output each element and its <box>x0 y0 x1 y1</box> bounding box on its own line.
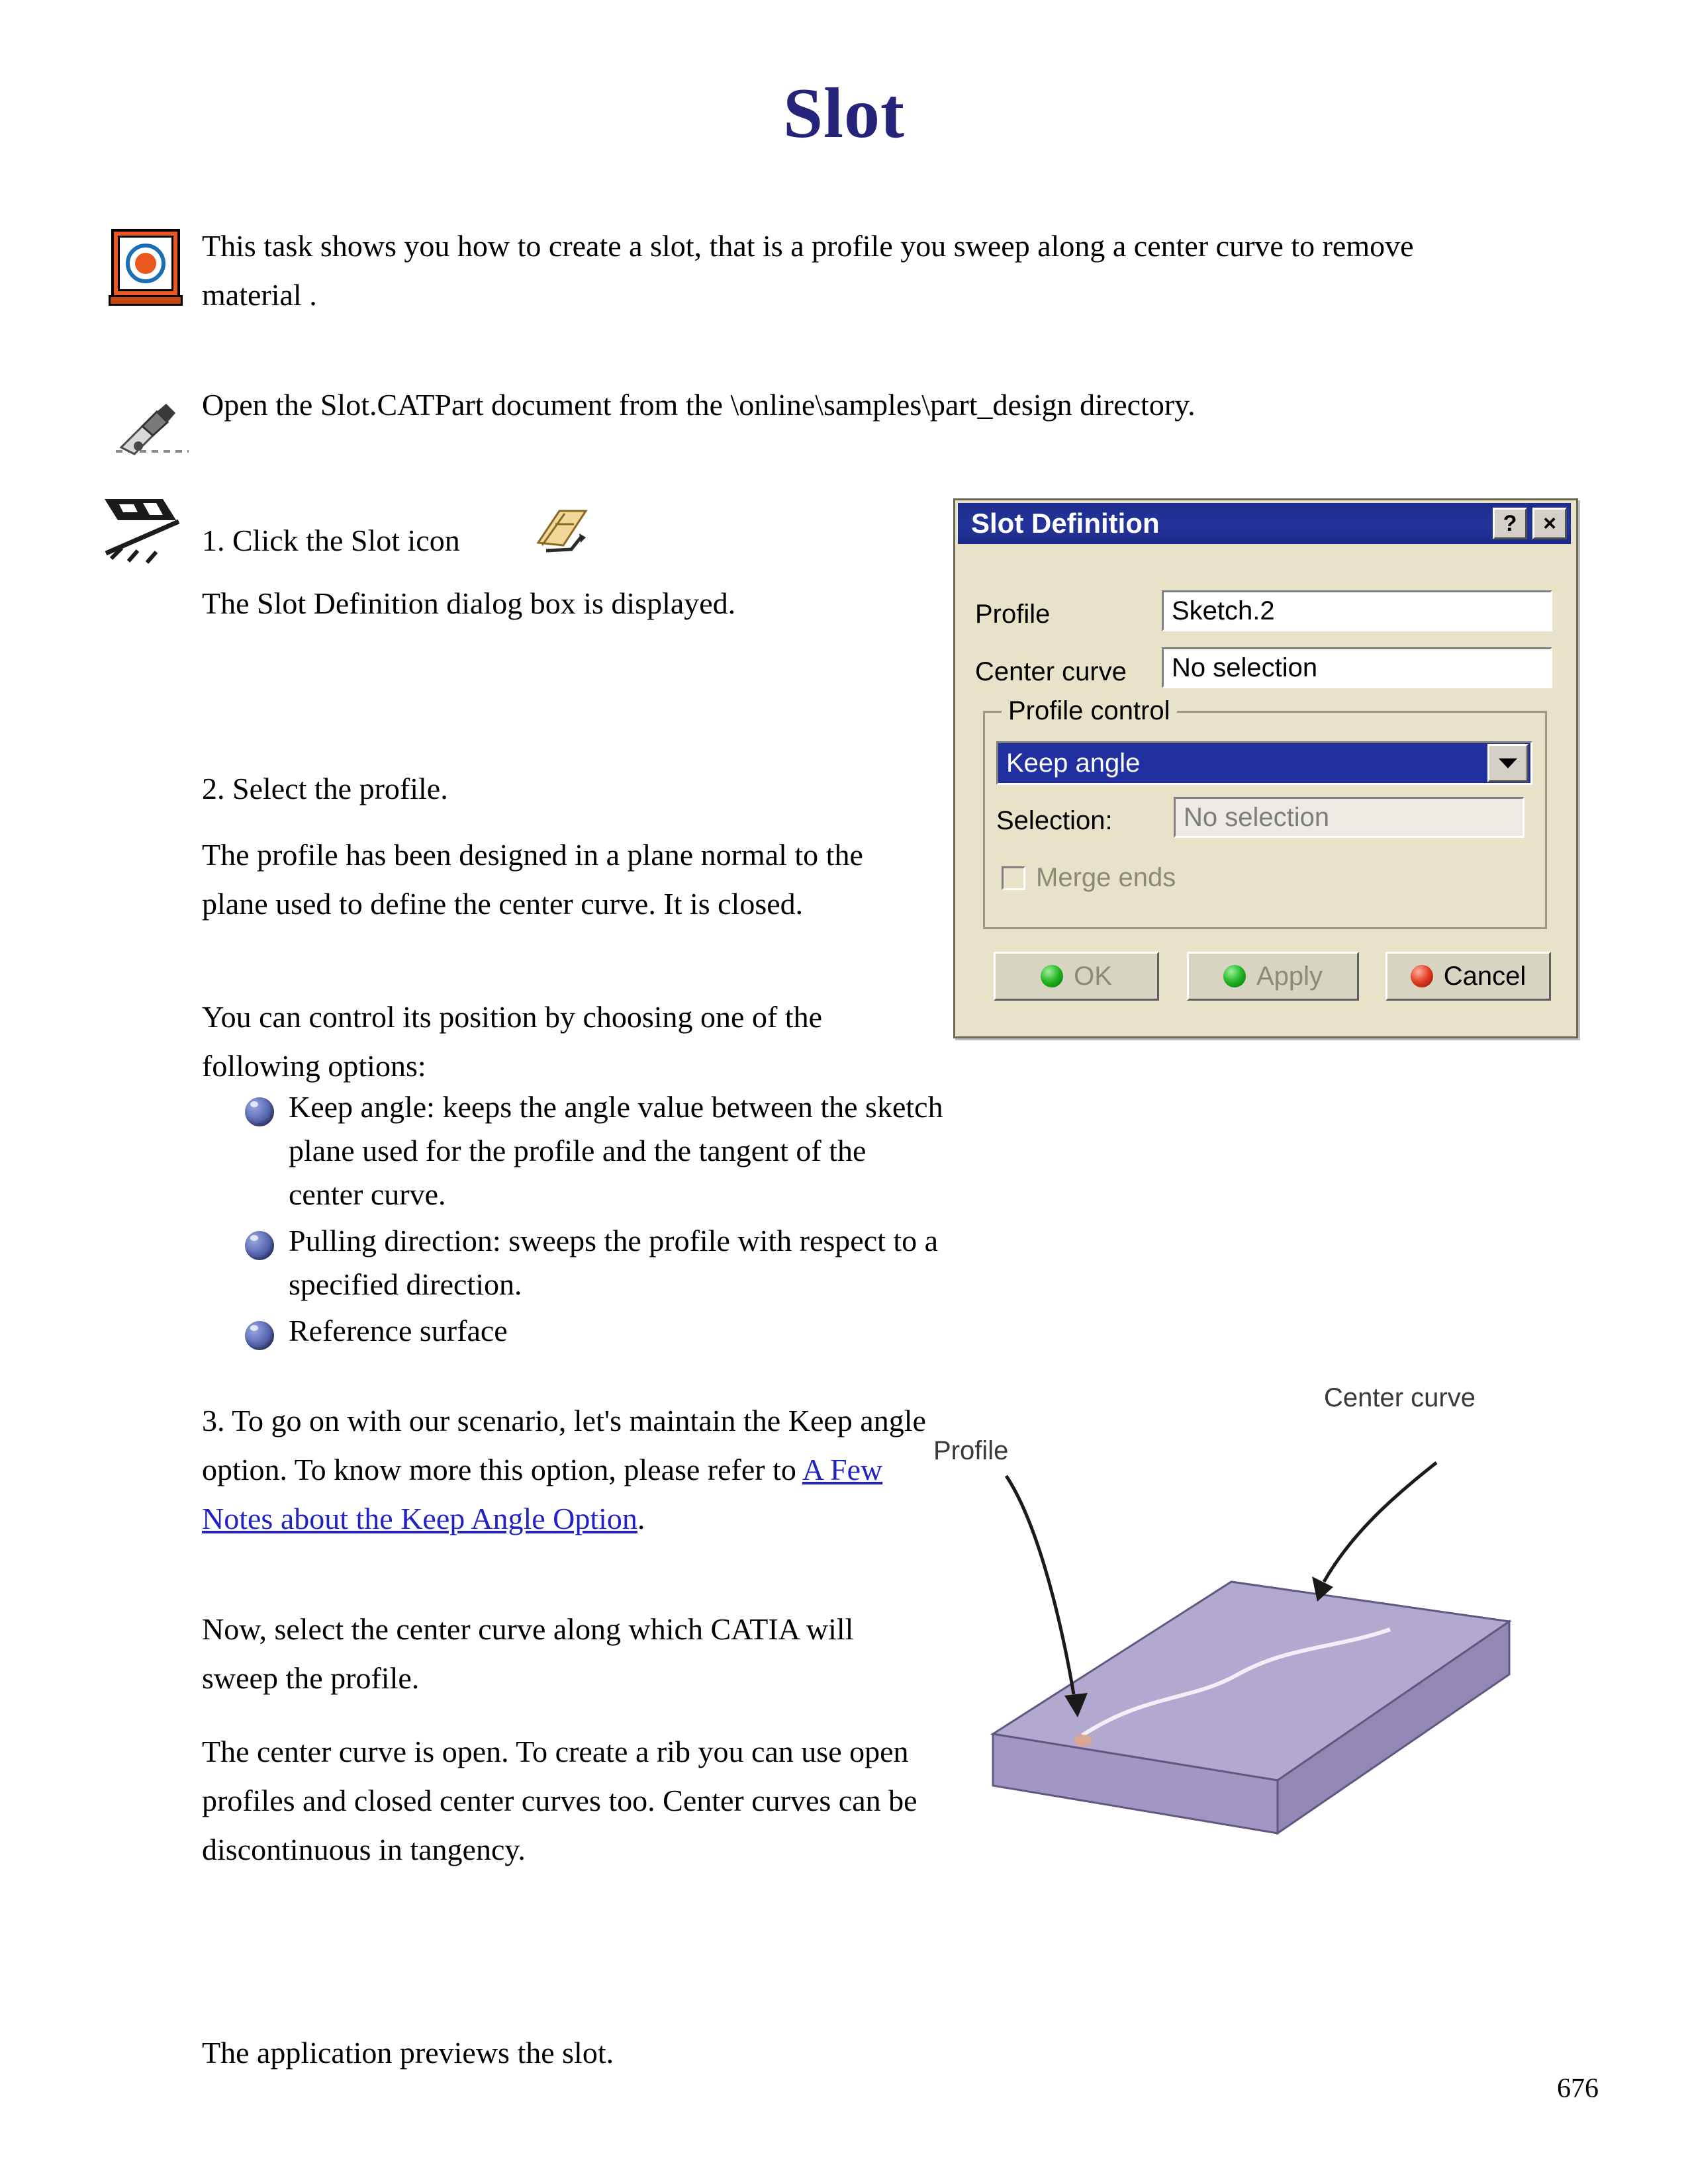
profile-annotation: Profile <box>933 1436 1009 1465</box>
click-action-icon <box>99 490 192 572</box>
dialog-titlebar[interactable] <box>958 503 1571 544</box>
list-item <box>245 1219 947 1306</box>
list-item-label: Reference surface <box>289 1314 508 1347</box>
bullet-sphere-icon <box>245 1097 274 1126</box>
open-document-paragraph: Open the Slot.CATPart document from the \online\samples\part_design directory. <box>202 388 1196 422</box>
center-curve-input[interactable]: No selection <box>1162 647 1552 688</box>
profile-description: The profile has been designed in a plane normal to the plane used to define the center curve. It is closed. <box>202 838 863 921</box>
selection-input[interactable]: No selection <box>1174 797 1524 838</box>
step-3-tail: . <box>637 1502 645 1535</box>
bullet-sphere-icon <box>245 1321 274 1350</box>
selection-label: Selection: <box>996 806 1113 835</box>
close-icon[interactable]: × <box>1532 508 1567 539</box>
preview-note: The application previews the slot. <box>202 2036 614 2070</box>
status-led-icon <box>1041 965 1063 987</box>
step-2-line: 2. Select the profile. <box>202 772 448 805</box>
status-led-icon <box>1411 965 1433 987</box>
page-title: Slot <box>782 74 906 153</box>
list-item-label: Keep angle: keeps the angle value between the sketch plane used for the profile and the tangent of the center curve. <box>289 1090 943 1211</box>
dialog-title: Slot Definition <box>971 508 1160 539</box>
merge-ends-row[interactable] <box>1002 863 1176 893</box>
solid-block-drawing <box>927 1383 1635 1886</box>
objective-target-icon <box>106 225 185 308</box>
center-curve-note: The center curve is open. To create a rib you can use open profiles and closed center curves too. Center curves can be discontinuous in tangency. <box>202 1735 917 1866</box>
page-number: 676 <box>1557 2073 1599 2104</box>
cancel-button[interactable] <box>1385 952 1551 1001</box>
profile-control-value: Keep angle <box>1006 748 1141 778</box>
center-curve-annotation: Center curve <box>1324 1383 1476 1412</box>
slot-toolbar-icon[interactable] <box>533 504 591 557</box>
open-document-icon <box>109 390 195 463</box>
help-button[interactable]: ? <box>1493 508 1527 539</box>
list-item <box>245 1309 947 1353</box>
step-3-paragraph <box>202 1396 943 1543</box>
slot-definition-dialog[interactable] <box>953 498 1578 1038</box>
profile-input[interactable]: Sketch.2 <box>1162 590 1552 631</box>
list-item <box>245 1085 947 1216</box>
ok-button-label: OK <box>1074 961 1112 991</box>
list-item-label: Pulling direction: sweeps the profile with respect to a specified direction. <box>289 1224 939 1301</box>
keep-angle-option-link[interactable]: A Few Notes about the Keep Angle Option <box>202 1453 883 1535</box>
now-select-paragraph: Now, select the center curve along which CATIA will sweep the profile. <box>202 1612 854 1695</box>
intro-paragraph: This task shows you how to create a slot, that is a profile you sweep along a center curve to remove material . <box>202 229 1414 312</box>
profile-label: Profile <box>975 600 1051 629</box>
profile-control-legend: Profile control <box>1002 696 1177 726</box>
merge-ends-checkbox[interactable] <box>1002 866 1025 890</box>
control-description: You can control its position by choosing one of the following options: <box>202 1000 822 1083</box>
apply-button[interactable] <box>1187 952 1359 1001</box>
ok-button[interactable] <box>994 952 1159 1001</box>
options-list <box>245 1085 947 1355</box>
profile-control-select[interactable] <box>996 741 1532 785</box>
center-curve-label: Center curve <box>975 657 1127 686</box>
apply-button-label: Apply <box>1256 961 1323 991</box>
merge-ends-label: Merge ends <box>1036 863 1176 892</box>
chevron-down-icon[interactable] <box>1487 744 1528 782</box>
step-1-note: The Slot Definition dialog box is displayed. <box>202 586 736 620</box>
cancel-button-label: Cancel <box>1443 961 1526 991</box>
step-3-lead: 3. To go on with our scenario, let's maintain the Keep angle option. To know more this option, please refer to <box>202 1404 926 1486</box>
step-1-text: 1. Click the Slot icon <box>202 523 460 557</box>
slot-illustration <box>927 1383 1635 1886</box>
status-led-icon <box>1223 965 1246 987</box>
step-1-line <box>202 516 1062 565</box>
bullet-sphere-icon <box>245 1231 274 1260</box>
